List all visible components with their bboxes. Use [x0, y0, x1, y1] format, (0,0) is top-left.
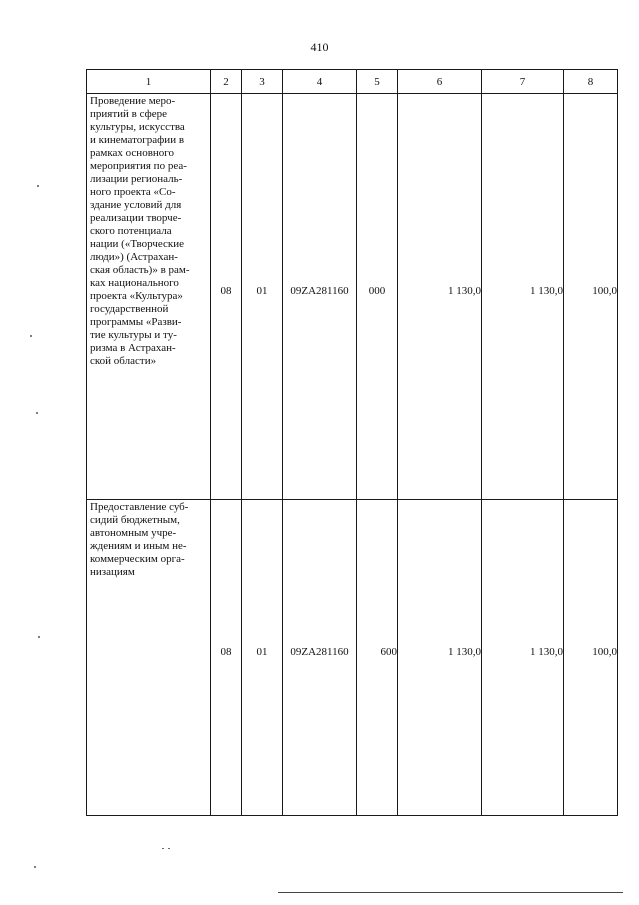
subsection-code: 01 — [256, 284, 268, 297]
description-line: ках национального — [90, 277, 179, 289]
description-line: ждениям и иным не- — [90, 540, 187, 552]
cell-section — [211, 500, 242, 816]
target-article-code: 09ZA281160 — [290, 645, 349, 658]
cell-subsection — [242, 94, 283, 500]
description-line: программы «Разви- — [90, 316, 182, 328]
row-description — [87, 94, 211, 500]
row-description — [87, 500, 211, 816]
cell-percent — [564, 500, 618, 816]
header-row — [87, 70, 618, 94]
description-line: приятий в сфере — [90, 108, 168, 120]
column-header-4: 4 — [283, 70, 357, 94]
description-line: Проведение меро- — [90, 95, 176, 107]
scan-speck — [30, 335, 32, 337]
cell-section — [211, 94, 242, 500]
table-row — [87, 94, 618, 500]
column-header-3: 3 — [242, 70, 283, 94]
description-line: ской области» — [90, 355, 157, 367]
description-line: люди») (Астрахан- — [90, 251, 178, 263]
description-line: здание условий для — [90, 199, 182, 211]
percent-value: 100,0 — [592, 645, 617, 658]
cell-target-article — [283, 94, 357, 500]
description-line: ская область)» в рам- — [90, 264, 190, 276]
description-line: проекта «Культура» — [90, 290, 183, 302]
percent-value: 100,0 — [592, 284, 617, 297]
budget-table — [86, 69, 618, 816]
scan-speck — [37, 185, 39, 187]
column-header-5: 5 — [357, 70, 398, 94]
scan-speck — [162, 848, 164, 849]
scan-speck — [38, 636, 40, 638]
subsection-code: 01 — [256, 645, 268, 658]
plan-amount: 1 130,0 — [448, 284, 481, 297]
cell-actual — [482, 94, 564, 500]
description-line: ризма в Астрахан- — [90, 342, 176, 354]
description-line: автономным учре- — [90, 527, 177, 539]
description-line: культуры, искусства — [90, 121, 185, 133]
description-line: низациям — [90, 566, 135, 578]
cell-percent — [564, 94, 618, 500]
actual-amount: 1 130,0 — [530, 645, 563, 658]
description-line: лизации региональ- — [90, 173, 183, 185]
cell-subsection — [242, 500, 283, 816]
expense-type-code: 600 — [380, 645, 397, 658]
bottom-rule — [278, 892, 623, 893]
scan-speck — [168, 848, 170, 849]
description-line: ского потенциала — [90, 225, 172, 237]
actual-amount: 1 130,0 — [530, 284, 563, 297]
section-code: 08 — [220, 645, 232, 658]
description-line: нации («Творческие — [90, 238, 185, 250]
table-row — [87, 500, 618, 816]
description-line: ного проекта «Со- — [90, 186, 176, 198]
scan-speck — [36, 412, 38, 414]
cell-actual — [482, 500, 564, 816]
target-article-code: 09ZA281160 — [290, 284, 349, 297]
column-header-6: 6 — [398, 70, 482, 94]
description-line: Предоставление суб- — [90, 501, 189, 513]
description-line: реализации творче- — [90, 212, 182, 224]
description-line: мероприятия по реа- — [90, 160, 187, 172]
column-header-2: 2 — [211, 70, 242, 94]
scan-speck — [34, 866, 36, 868]
description-line: рамках основного — [90, 147, 175, 159]
column-header-8: 8 — [564, 70, 618, 94]
description-line: сидий бюджетным, — [90, 514, 180, 526]
cell-expense-type — [357, 94, 398, 500]
cell-expense-type — [357, 500, 398, 816]
page-number: 410 — [310, 40, 329, 54]
description-line: государственной — [90, 303, 169, 315]
column-header-7: 7 — [482, 70, 564, 94]
description-line: тие культуры и ту- — [90, 329, 177, 341]
column-header-1: 1 — [87, 70, 211, 94]
expense-type-code: 000 — [368, 284, 386, 297]
plan-amount: 1 130,0 — [448, 645, 481, 658]
cell-target-article — [283, 500, 357, 816]
section-code: 08 — [220, 284, 232, 297]
description-line: и кинематографии в — [90, 134, 185, 146]
description-line: коммерческим орга- — [90, 553, 185, 565]
cell-plan — [398, 94, 482, 500]
cell-plan — [398, 500, 482, 816]
